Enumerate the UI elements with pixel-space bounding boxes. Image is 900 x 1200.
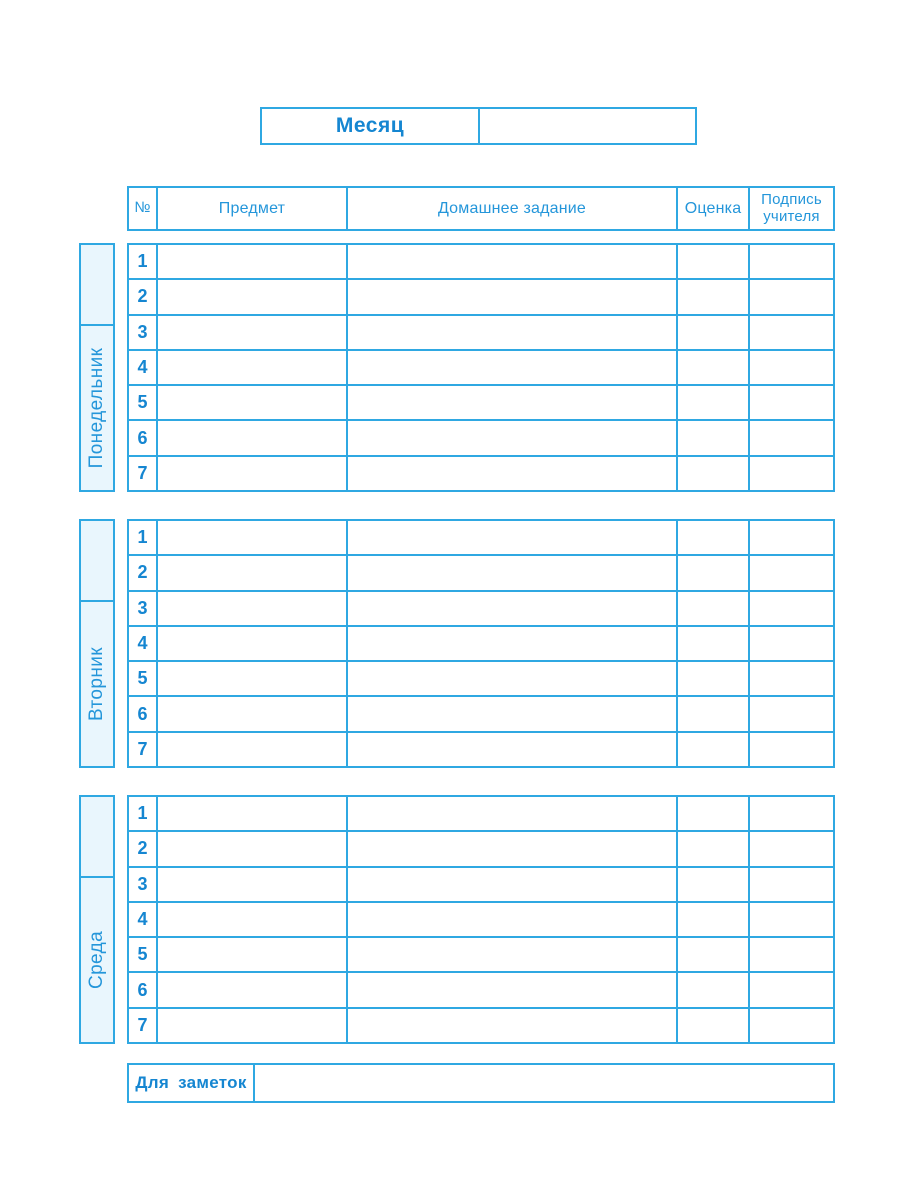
lesson-number-cell: 4 — [129, 903, 158, 936]
lesson-row — [129, 386, 833, 421]
homework-cell[interactable] — [348, 421, 678, 454]
signature-cell[interactable] — [750, 662, 833, 695]
day-tab-date-box[interactable] — [81, 245, 113, 326]
homework-cell[interactable] — [348, 457, 678, 490]
lesson-number-cell: 4 — [129, 627, 158, 660]
subject-cell[interactable] — [158, 386, 348, 419]
homework-cell[interactable] — [348, 868, 678, 901]
grade-cell[interactable] — [678, 1009, 750, 1042]
homework-cell[interactable] — [348, 938, 678, 971]
subject-cell[interactable] — [158, 973, 348, 1006]
signature-cell[interactable] — [750, 832, 833, 865]
notes-label-cell — [129, 1065, 255, 1101]
subject-cell[interactable] — [158, 697, 348, 730]
lesson-number-cell: 7 — [129, 733, 158, 766]
day-tab-name-box — [81, 326, 113, 490]
subject-cell[interactable] — [158, 1009, 348, 1042]
homework-cell[interactable] — [348, 662, 678, 695]
day-tab — [79, 243, 115, 492]
subject-cell[interactable] — [158, 903, 348, 936]
month-value-field[interactable] — [480, 109, 695, 143]
lesson-number-cell: 1 — [129, 797, 158, 830]
homework-cell[interactable] — [348, 351, 678, 384]
signature-cell[interactable] — [750, 592, 833, 625]
grade-cell[interactable] — [678, 797, 750, 830]
day-label: Понедельник — [86, 347, 107, 469]
homework-cell[interactable] — [348, 973, 678, 1006]
day-section-monday — [0, 243, 900, 492]
lesson-number-cell: 5 — [129, 386, 158, 419]
homework-cell[interactable] — [348, 280, 678, 313]
lesson-row — [129, 733, 833, 766]
subject-cell[interactable] — [158, 521, 348, 554]
signature-cell[interactable] — [750, 386, 833, 419]
grade-cell[interactable] — [678, 351, 750, 384]
lesson-row — [129, 973, 833, 1008]
header-cell-signature: Подпись учителя — [761, 191, 822, 225]
grade-cell[interactable] — [678, 556, 750, 589]
lesson-number-cell: 3 — [129, 868, 158, 901]
lessons-table — [127, 519, 835, 768]
lesson-number-cell: 2 — [129, 832, 158, 865]
notes-field[interactable] — [255, 1065, 833, 1101]
lesson-row — [129, 832, 833, 867]
homework-cell[interactable] — [348, 521, 678, 554]
homework-cell[interactable] — [348, 797, 678, 830]
grade-cell[interactable] — [678, 457, 750, 490]
homework-cell[interactable] — [348, 903, 678, 936]
day-section-wednesday — [0, 795, 900, 1044]
grade-cell[interactable] — [678, 832, 750, 865]
subject-cell[interactable] — [158, 832, 348, 865]
day-tab — [79, 519, 115, 768]
subject-cell[interactable] — [158, 592, 348, 625]
grade-cell[interactable] — [678, 386, 750, 419]
signature-cell[interactable] — [750, 697, 833, 730]
signature-cell[interactable] — [750, 938, 833, 971]
subject-cell[interactable] — [158, 797, 348, 830]
notes-label: Для заметок — [135, 1073, 247, 1092]
lesson-row — [129, 868, 833, 903]
grade-cell[interactable] — [678, 938, 750, 971]
signature-cell[interactable] — [750, 457, 833, 490]
subject-cell[interactable] — [158, 938, 348, 971]
signature-cell[interactable] — [750, 245, 833, 278]
day-tab-name-box — [81, 878, 113, 1042]
lesson-row — [129, 556, 833, 591]
lesson-number-cell: 4 — [129, 351, 158, 384]
signature-cell[interactable] — [750, 556, 833, 589]
homework-cell[interactable] — [348, 697, 678, 730]
signature-cell[interactable] — [750, 973, 833, 1006]
subject-cell[interactable] — [158, 245, 348, 278]
lesson-number-cell: 6 — [129, 973, 158, 1006]
grade-cell[interactable] — [678, 421, 750, 454]
day-label: Среда — [86, 930, 107, 990]
lesson-row — [129, 351, 833, 386]
header-cell-grade: Оценка — [678, 188, 750, 229]
lesson-number-cell: 3 — [129, 592, 158, 625]
header-cell-number: № — [129, 188, 158, 229]
lesson-number-cell: 7 — [129, 1009, 158, 1042]
lesson-row — [129, 627, 833, 662]
month-label-cell — [262, 109, 480, 143]
homework-cell[interactable] — [348, 316, 678, 349]
signature-cell[interactable] — [750, 316, 833, 349]
lesson-row — [129, 457, 833, 490]
subject-cell[interactable] — [158, 421, 348, 454]
subject-cell[interactable] — [158, 627, 348, 660]
homework-cell[interactable] — [348, 1009, 678, 1042]
lesson-row — [129, 245, 833, 280]
lessons-table — [127, 795, 835, 1044]
signature-cell[interactable] — [750, 868, 833, 901]
day-tab-date-box[interactable] — [81, 521, 113, 602]
lesson-number-cell: 5 — [129, 662, 158, 695]
grade-cell[interactable] — [678, 697, 750, 730]
signature-cell[interactable] — [750, 733, 833, 766]
subject-cell[interactable] — [158, 280, 348, 313]
lesson-number-cell: 3 — [129, 316, 158, 349]
subject-cell[interactable] — [158, 733, 348, 766]
grade-cell[interactable] — [678, 280, 750, 313]
month-box — [260, 107, 697, 145]
day-tab-name-box — [81, 602, 113, 766]
signature-cell[interactable] — [750, 1009, 833, 1042]
homework-cell[interactable] — [348, 386, 678, 419]
signature-cell[interactable] — [750, 797, 833, 830]
lesson-row — [129, 797, 833, 832]
day-section-tuesday — [0, 519, 900, 768]
subject-cell[interactable] — [158, 868, 348, 901]
subject-cell[interactable] — [158, 556, 348, 589]
day-label: Вторник — [86, 647, 107, 721]
signature-cell[interactable] — [750, 521, 833, 554]
lesson-row — [129, 316, 833, 351]
grade-cell[interactable] — [678, 973, 750, 1006]
grade-cell[interactable] — [678, 868, 750, 901]
lesson-row — [129, 592, 833, 627]
lesson-row — [129, 280, 833, 315]
subject-cell[interactable] — [158, 457, 348, 490]
month-label: Месяц — [335, 114, 405, 137]
grade-cell[interactable] — [678, 903, 750, 936]
signature-cell[interactable] — [750, 280, 833, 313]
lesson-number-cell: 7 — [129, 457, 158, 490]
subject-cell[interactable] — [158, 316, 348, 349]
signature-cell[interactable] — [750, 351, 833, 384]
day-tab — [79, 795, 115, 1044]
subject-cell[interactable] — [158, 662, 348, 695]
lesson-row — [129, 938, 833, 973]
homework-cell[interactable] — [348, 556, 678, 589]
homework-cell[interactable] — [348, 733, 678, 766]
day-tab-date-box[interactable] — [81, 797, 113, 878]
notes-box — [127, 1063, 835, 1103]
signature-cell[interactable] — [750, 903, 833, 936]
lesson-number-cell: 2 — [129, 280, 158, 313]
grade-cell[interactable] — [678, 245, 750, 278]
lesson-number-cell: 5 — [129, 938, 158, 971]
grade-cell[interactable] — [678, 592, 750, 625]
grade-cell[interactable] — [678, 733, 750, 766]
lesson-row — [129, 662, 833, 697]
subject-cell[interactable] — [158, 351, 348, 384]
header-cell-subject: Предмет — [158, 188, 348, 229]
lesson-row — [129, 1009, 833, 1042]
homework-cell[interactable] — [348, 627, 678, 660]
signature-cell[interactable] — [750, 627, 833, 660]
homework-cell[interactable] — [348, 245, 678, 278]
lessons-table — [127, 243, 835, 492]
grade-cell[interactable] — [678, 316, 750, 349]
table-header-row — [127, 186, 835, 231]
lesson-number-cell: 2 — [129, 556, 158, 589]
lesson-row — [129, 903, 833, 938]
lesson-number-cell: 6 — [129, 421, 158, 454]
lesson-number-cell: 1 — [129, 245, 158, 278]
lesson-row — [129, 421, 833, 456]
grade-cell[interactable] — [678, 662, 750, 695]
homework-cell[interactable] — [348, 592, 678, 625]
header-cell-homework: Домашнее задание — [348, 188, 678, 229]
lesson-number-cell: 1 — [129, 521, 158, 554]
grade-cell[interactable] — [678, 627, 750, 660]
grade-cell[interactable] — [678, 521, 750, 554]
lesson-number-cell: 6 — [129, 697, 158, 730]
homework-cell[interactable] — [348, 832, 678, 865]
lesson-row — [129, 697, 833, 732]
lesson-row — [129, 521, 833, 556]
signature-cell[interactable] — [750, 421, 833, 454]
